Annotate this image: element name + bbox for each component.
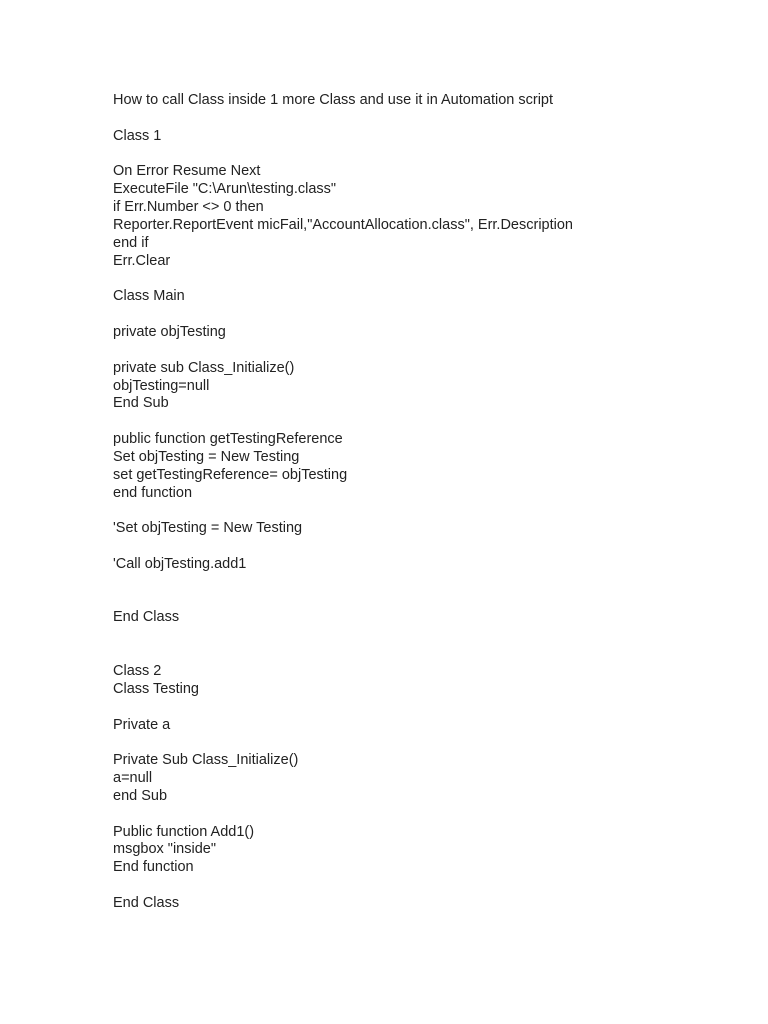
text-line — [113, 270, 733, 288]
code-line: End Class — [113, 609, 180, 626]
code-line: 'Set objTesting = New Testing — [113, 520, 303, 537]
code-line: End function — [113, 859, 194, 876]
text-line — [113, 734, 733, 752]
text-line — [113, 306, 733, 324]
code-line: Private a — [113, 716, 171, 733]
text-line — [113, 413, 733, 431]
text-line — [113, 806, 733, 824]
text-line — [113, 699, 733, 717]
code-line: Set objTesting = New Testing — [113, 448, 300, 465]
text-line — [113, 146, 733, 164]
code-line: if Err.Number <> 0 then — [113, 199, 264, 216]
code-line: public function getTestingReference — [113, 431, 343, 448]
text-line — [113, 574, 733, 592]
section-heading: Class 1 — [113, 127, 162, 144]
code-line: end if — [113, 234, 149, 251]
code-line: Err.Clear — [113, 252, 171, 269]
document-title: How to call Class inside 1 more Class and use it in Automation script — [113, 92, 554, 108]
text-line — [113, 877, 733, 895]
text-line — [113, 110, 733, 128]
code-line: end Sub — [113, 787, 168, 804]
text-line — [113, 645, 733, 663]
text-line — [113, 592, 733, 610]
code-line: 'Call objTesting.add1 — [113, 555, 247, 572]
code-line: Public function Add1() — [113, 823, 255, 840]
code-line: objTesting=null — [113, 377, 210, 394]
code-line: end function — [113, 484, 193, 501]
code-line: private sub Class_Initialize() — [113, 359, 295, 376]
code-line: msgbox "inside" — [113, 841, 216, 858]
text-line — [113, 538, 733, 556]
code-line: Class Main — [113, 288, 185, 305]
code-line: ExecuteFile "C:\Arun\testing.class" — [113, 181, 337, 198]
code-line: Reporter.ReportEvent micFail,"AccountAllocation.class", Err.Description — [113, 216, 573, 233]
text-line — [113, 342, 733, 360]
code-line: On Error Resume Next — [113, 163, 261, 180]
code-line: set getTestingReference= objTesting — [113, 466, 348, 483]
code-line: private objTesting — [113, 323, 226, 340]
code-line: End Class — [113, 894, 180, 911]
text-line — [113, 502, 733, 520]
code-line: Private Sub Class_Initialize() — [113, 752, 299, 769]
code-line: Class Testing — [113, 680, 199, 697]
code-line: End Sub — [113, 395, 169, 412]
section-heading: Class 2 — [113, 663, 162, 679]
document-page — [113, 92, 733, 913]
text-line — [113, 627, 733, 645]
code-line: a=null — [113, 770, 153, 787]
